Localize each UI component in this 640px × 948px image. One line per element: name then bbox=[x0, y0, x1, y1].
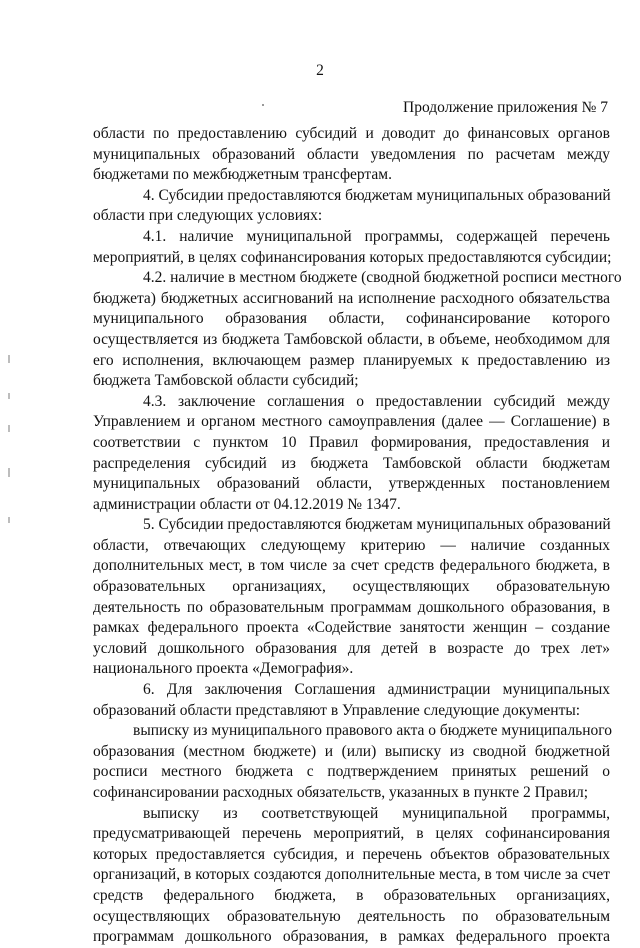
text-line: администрации области от 04.12.2019 № 1347. bbox=[93, 495, 401, 513]
text-line: программам дошкольного образования, в рамках федерального проекта bbox=[93, 928, 610, 946]
text-line: 4.2. наличие в местном бюджете (сводной бюджетной росписи местного bbox=[143, 269, 622, 287]
text-line: области по предоставлению субсидий и доводит до финансовых органов bbox=[93, 125, 610, 142]
text-line: условий дошкольного образования для детей в возрасте до трех лет» bbox=[93, 639, 610, 657]
scan-margin-marks bbox=[6, 355, 12, 545]
text-line: муниципальных образований области, утвержденных постановлением bbox=[93, 475, 610, 493]
text-line: рамках федерального проекта «Содействие занятости женщин – создание bbox=[93, 619, 610, 637]
text-line: Управлением и органом местного самоуправления (далее — Соглашение) в bbox=[93, 413, 610, 431]
text-line: 6. Для заключения Соглашения администрации муниципальных bbox=[143, 681, 610, 699]
scan-speck bbox=[262, 104, 264, 106]
text-line: бюджета) бюджетных ассигнований на исполнение расходного обязательства bbox=[93, 289, 610, 307]
text-line: образования (местном бюджете) и (или) выписку из сводной бюджетной bbox=[93, 742, 610, 760]
text-line: его исполнения, включающем размер планируемых к предоставлению из bbox=[93, 351, 610, 369]
text-line: деятельность по образовательным программам дошкольного образования, в bbox=[93, 598, 610, 616]
text-line: средств федерального бюджета, в образовательных организациях, bbox=[93, 886, 610, 904]
text-line: области при следующих условиях: bbox=[93, 207, 323, 225]
page-number: 2 bbox=[316, 62, 324, 79]
text-line: выписку из муниципального правового акта о бюджете муниципального bbox=[133, 722, 613, 740]
appendix-continuation-heading: Продолжение приложения № 7 bbox=[403, 99, 608, 116]
text-line: 4.3. заключение соглашения о предоставлении субсидий между bbox=[143, 392, 610, 410]
text-line: осуществляется из бюджета Тамбовской области, в объеме, необходимом для bbox=[93, 330, 610, 348]
text-line: распределения субсидий из бюджета Тамбовской области бюджетам bbox=[93, 454, 610, 472]
text-line: организаций, в которых создаются дополнительные места, в том числе за счет bbox=[93, 866, 610, 884]
text-line: мероприятий, в целях софинансирования которых предоставляются субсидии; bbox=[93, 248, 612, 266]
text-line: образований области представляют в Управление следующие документы: bbox=[93, 701, 581, 719]
text-line: муниципальных образований области уведомления по расчетам между bbox=[93, 145, 610, 163]
text-line: бюджетами по межбюджетным трансфертам. bbox=[93, 166, 392, 184]
text-line: бюджета Тамбовской области субсидий; bbox=[93, 372, 359, 390]
text-line: росписи местного бюджета с подтверждением принятых решений о bbox=[93, 763, 610, 781]
text-line: области, отвечающих следующему критерию — наличие созданных bbox=[93, 536, 610, 554]
text-line: муниципального образования области, софинансирование которого bbox=[93, 310, 610, 328]
text-line: 4. Субсидии предоставляются бюджетам муниципальных образований bbox=[143, 186, 611, 204]
text-line: национального проекта «Демография». bbox=[93, 660, 354, 678]
text-line: образовательных организациях, осуществляющих образовательную bbox=[93, 578, 610, 596]
text-line: 4.1. наличие муниципальной программы, содержащей перечень bbox=[143, 227, 610, 245]
text-line: выписку из соответствующей муниципальной программы, bbox=[143, 804, 610, 822]
text-line: дополнительных мест, в том числе за счет средств федерального бюджета, в bbox=[93, 557, 610, 575]
text-line: соответствии с пунктом 10 Правил формирования, предоставления и bbox=[93, 433, 610, 451]
text-line: которых предоставляется субсидия, и перечень объектов образовательных bbox=[93, 845, 610, 863]
text-line: 5. Субсидии предоставляются бюджетам муниципальных образований bbox=[143, 516, 611, 534]
document-body bbox=[93, 124, 622, 948]
text-line: предусматривающей перечень мероприятий, в целях софинансирования bbox=[93, 825, 610, 843]
text-line: софинансировании расходных обязательств, указанных в пункте 2 Правил; bbox=[93, 784, 589, 801]
text-line: осуществляющих образовательную деятельность по образовательным bbox=[93, 907, 610, 925]
